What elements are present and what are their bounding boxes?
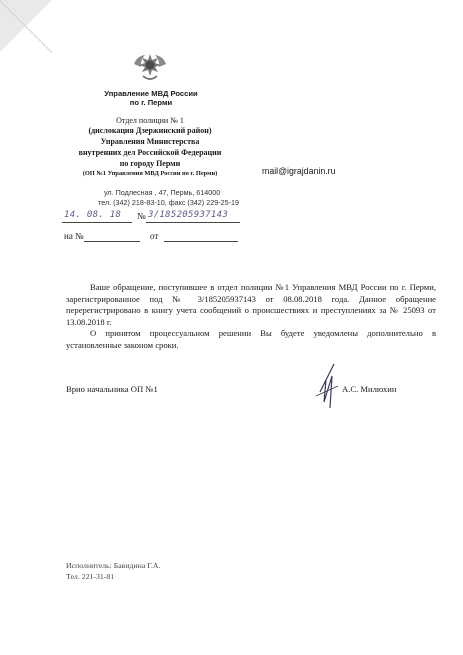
police-emblem-icon xyxy=(131,50,169,84)
department-line3: Управления Министерства xyxy=(100,137,200,146)
department-line4: внутренних дел Российской Федерации xyxy=(78,148,222,157)
address-line2: тел. (342) 218-83-10, факс (342) 229-25-19 xyxy=(98,198,239,207)
department-line2: (дислокация Дзержинский район) xyxy=(88,126,212,135)
registration-date: 14. 08. 18 xyxy=(64,210,122,220)
body-paragraph-2: О принятом процессуальном решении Вы будете уведомлены дополнительно в установленные законом сроки. xyxy=(66,328,436,350)
registration-no-label: № xyxy=(137,211,146,221)
department-line5: по городу Перми xyxy=(119,159,181,168)
signatory-position: Врио начальника ОП №1 xyxy=(66,384,158,394)
address-line1: ул. Подлесная , 47, Пермь, 614000 xyxy=(104,188,221,197)
footer-executor: Исполнитель: Бавидина Г.А. xyxy=(66,561,161,570)
reply-from-underline xyxy=(164,241,238,242)
recipient-email: mail@igrajdanin.ru xyxy=(262,166,336,176)
header-org-line1: Управление МВД России xyxy=(104,89,198,98)
registration-date-underline xyxy=(62,222,132,223)
reply-to-underline xyxy=(84,241,140,242)
letter-body xyxy=(66,282,436,352)
reply-to-label: на № xyxy=(64,231,84,241)
header-org-line2: по г. Перми xyxy=(129,98,173,107)
handwritten-signature xyxy=(312,362,342,410)
registration-number: 3/185205937143 xyxy=(148,210,229,220)
department-line1: Отдел полиции № 1 xyxy=(116,116,184,125)
footer-phone: Тел. 221-31-81 xyxy=(66,572,115,581)
signatory-name: А.С. Милюхин xyxy=(342,384,397,394)
body-paragraph-1: Ваше обращение, поступившее в отдел полиции №1 Управления МВД России по г. Перми, зарегистрированное под № 3/185205937143 от 08.08.2018 года. Данное обращение перерегистрировано в книгу учета сообщений о происшествиях и преступлениях за № 25093 от 13.08.2018 г. xyxy=(66,282,436,327)
department-line6: (ОП №1 Управления МВД России по г. Перми) xyxy=(82,170,218,177)
registration-number-underline xyxy=(146,222,240,223)
reply-from-label: от xyxy=(150,231,159,241)
